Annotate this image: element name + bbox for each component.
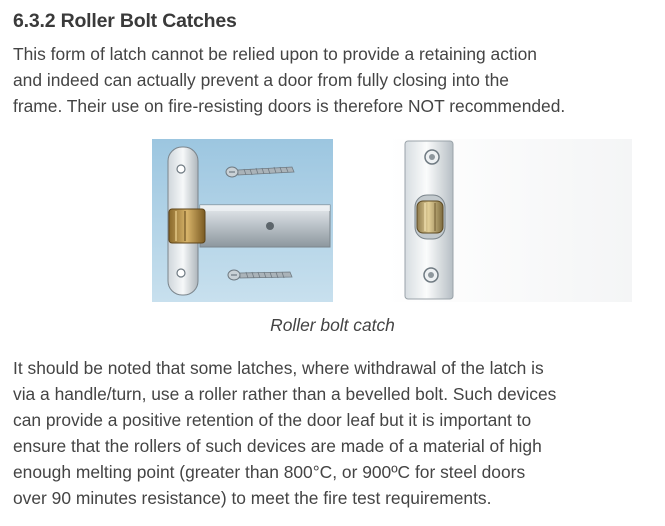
intro-paragraph <box>13 41 565 119</box>
intro-line: frame. Their use on fire-resisting doors is therefore NOT recommended. <box>13 96 566 116</box>
body-line: It should be noted that some latches, where withdrawal of the latch is <box>13 358 544 378</box>
intro-line: This form of latch cannot be relied upon to provide a retaining action <box>13 44 537 64</box>
body-line: over 90 minutes resistance) to meet the fire test requirements. <box>13 488 492 508</box>
section-heading: 6.3.2 Roller Bolt Catches <box>13 10 237 32</box>
body-paragraph <box>13 355 556 511</box>
tubular-latch-photo <box>152 139 333 302</box>
body-line: ensure that the rollers of such devices are made of a material of high <box>13 436 542 456</box>
intro-line: and indeed can actually prevent a door from fully closing into the <box>13 70 509 90</box>
body-line: can provide a positive retention of the door leaf but it is important to <box>13 410 532 430</box>
roller-catch-photo <box>385 139 632 302</box>
body-line: enough melting point (greater than 800°C, or 900ºC for steel doors <box>13 462 526 482</box>
body-line: via a handle/turn, use a roller rather than a bevelled bolt. Such devices <box>13 384 557 404</box>
figure-caption: Roller bolt catch <box>270 315 395 335</box>
